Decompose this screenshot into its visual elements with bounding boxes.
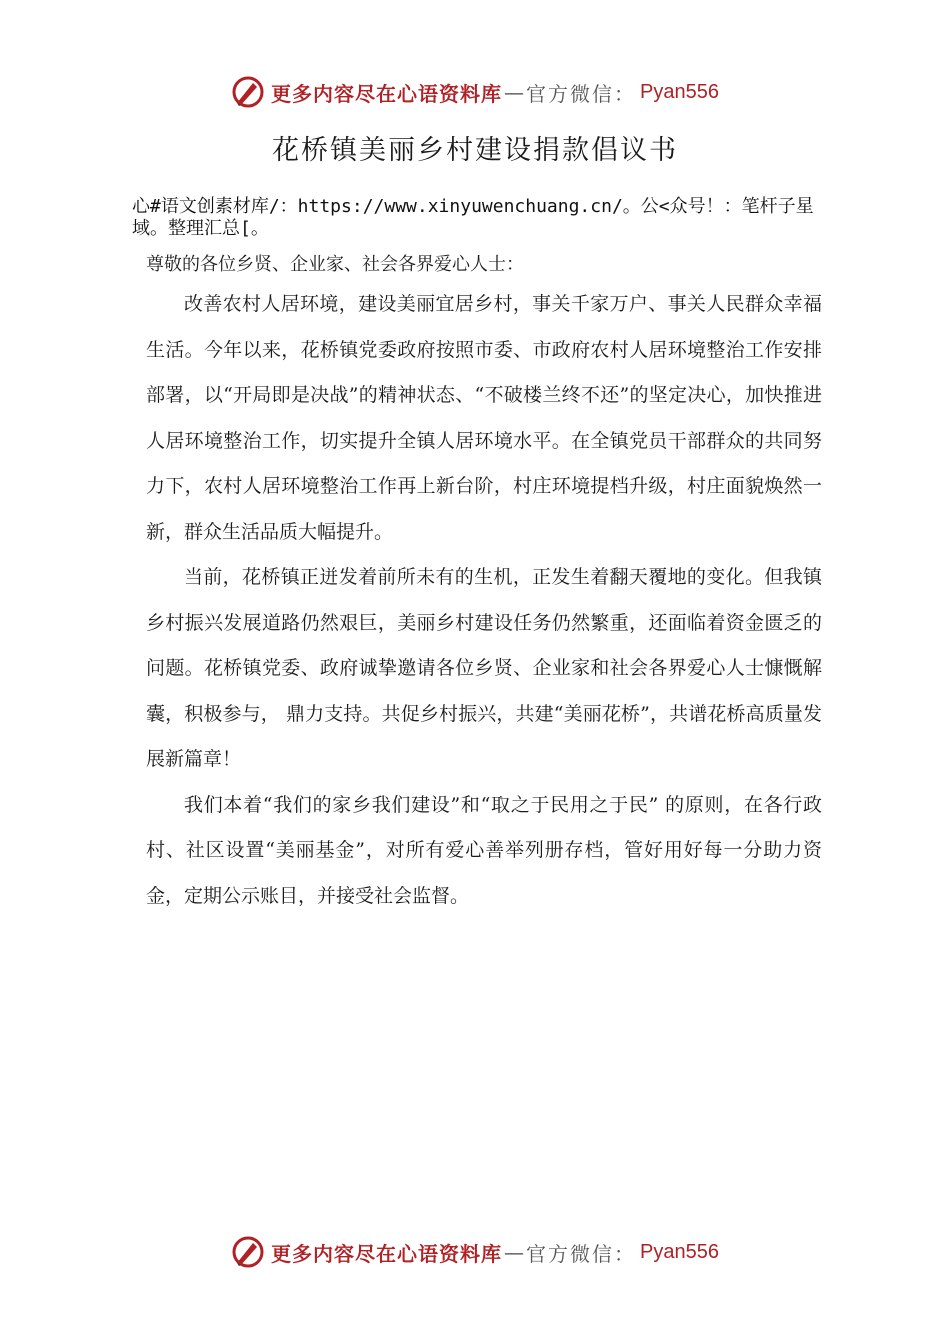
document-title: 花桥镇美丽乡村建设捐款倡议书 (272, 135, 678, 166)
document-body (146, 282, 822, 919)
salutation: 尊敬的各位乡贤、企业家、社会各界爱心人士： (146, 254, 524, 275)
banner-dash: — (504, 80, 525, 104)
body-paragraph: 我们本着“我们的家乡我们建设”和“取之于民用之于民” 的原则，在各行政村、社区设置“美丽基金”，对所有爱心善举列册存档，管好用好每一分助力资金，定期公示账目，并接受社会监督。 (146, 793, 822, 907)
header-banner (0, 70, 950, 114)
pen-logo-icon (231, 75, 265, 109)
footer-banner (0, 1230, 950, 1274)
banner-wechat-id: Pyan556 (640, 1240, 719, 1263)
pen-logo-icon (231, 1235, 265, 1269)
source-line: 心#语文创素材库/：https://www.xinyuwenchuang.cn/。公<众号！：笔杆子星域。整理汇总[。 (132, 196, 814, 239)
banner-wechat-id: Pyan556 (640, 80, 719, 103)
banner-brand-text: 更多内容尽在心语资料库 (271, 1241, 503, 1266)
banner-brand-text: 更多内容尽在心语资料库 (271, 81, 503, 106)
body-paragraph: 当前，花桥镇正迸发着前所未有的生机，正发生着翻天覆地的变化。但我镇乡村振兴发展道路仍然艰巨，美丽乡村建设任务仍然繁重，还面临着资金匮乏的问题。花桥镇党委、政府诚挚邀请各位乡贤、企业家和社会各界爱心人士慷慨解囊，积极参与， 鼎力支持。共促乡村振兴，共建“美丽花桥”，共谱花桥高质量发展新篇章！ (146, 566, 822, 770)
banner-official-label: 官方微信： (526, 81, 637, 106)
banner-official-label: 官方微信： (526, 1241, 637, 1266)
body-paragraph: 改善农村人居环境，建设美丽宜居乡村，事关千家万户、事关人民群众幸福生活。今年以来，花桥镇党委政府按照市委、市政府农村人居环境整治工作安排部署，以“开局即是决战”的精神状态、“不破楼兰终不还”的坚定决心，加快推进人居环境整治工作，切实提升全镇人居环境水平。在全镇党员干部群众的共同努力下，农村人居环境整治工作再上新台阶，村庄环境提档升级，村庄面貌焕然一新，群众生活品质大幅提升。 (146, 293, 822, 543)
banner-dash: — (504, 1240, 525, 1264)
